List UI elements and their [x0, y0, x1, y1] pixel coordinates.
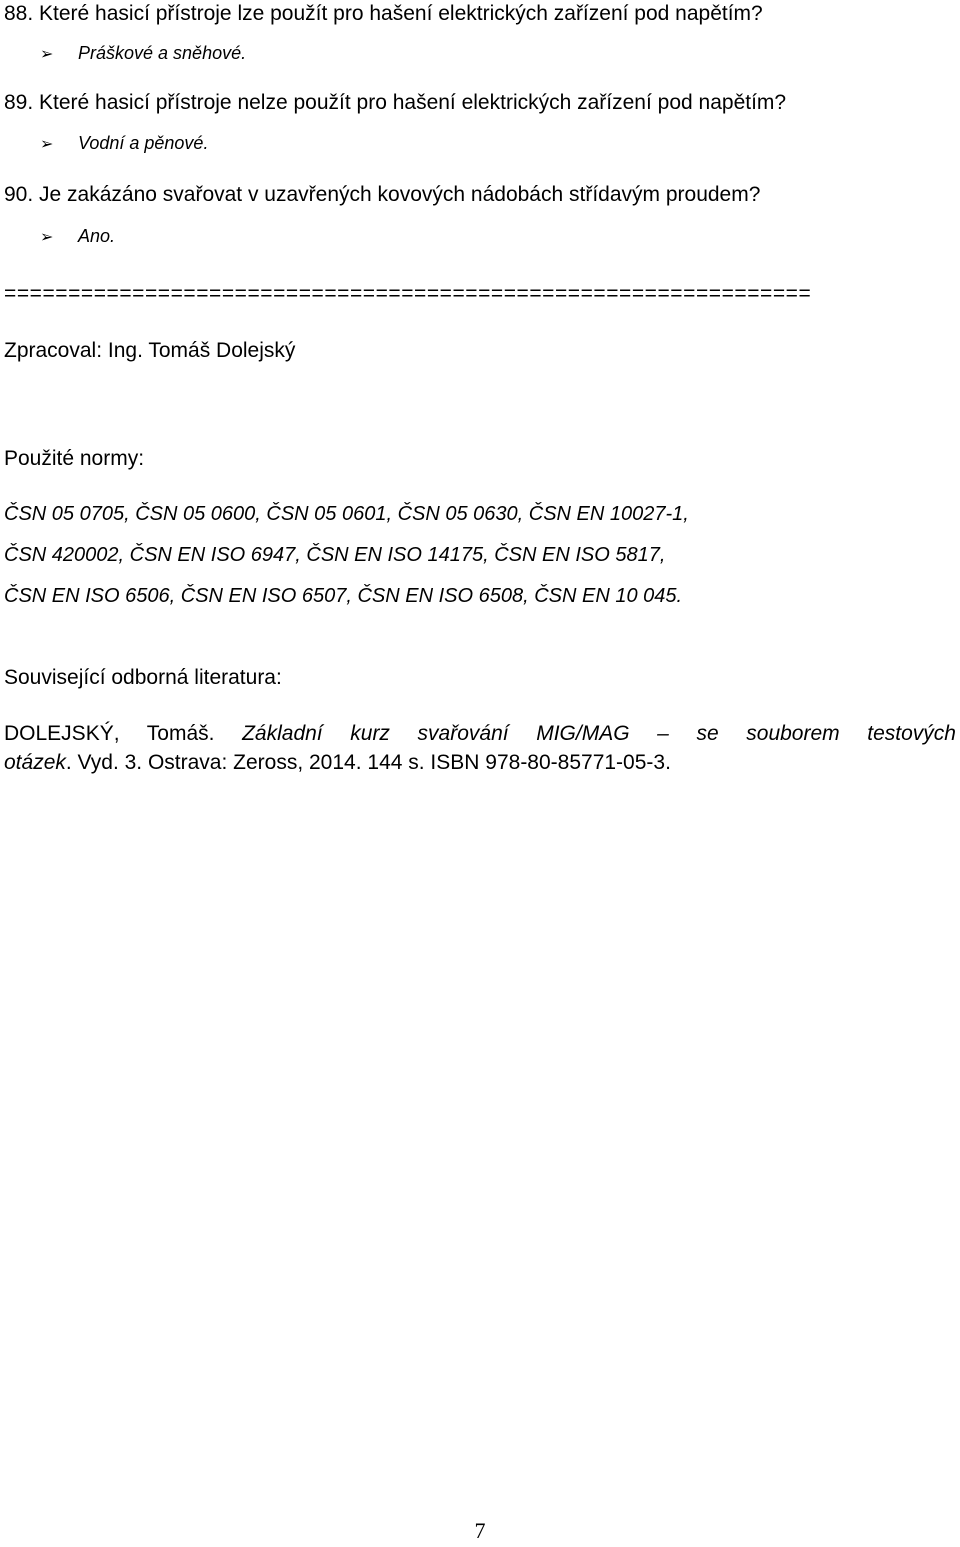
- author-line: Zpracoval: Ing. Tomáš Dolejský: [4, 339, 296, 362]
- norms-heading: Použité normy:: [4, 447, 145, 470]
- arrowhead-bullet-icon: ➢: [40, 227, 54, 246]
- answer-88: [40, 40, 246, 67]
- question-88: 88. Které hasicí přístroje lze použít pro hašení elektrických zařízení pod napětím?: [4, 2, 763, 25]
- literature-title-part1: Základní kurz svařování MIG/MAG – se souborem testových: [242, 722, 956, 745]
- literature-author: DOLEJSKÝ, Tomáš.: [4, 722, 215, 745]
- answer-88-text: Práškové a sněhové.: [78, 43, 247, 63]
- norms-line-3: ČSN EN ISO 6506, ČSN EN ISO 6507, ČSN EN ISO 6508, ČSN EN 10 045.: [4, 585, 683, 607]
- separator-line: ===============================================================: [4, 282, 812, 305]
- norms-line-2: ČSN 420002, ČSN EN ISO 6947, ČSN EN ISO 14175, ČSN EN ISO 5817,: [4, 544, 666, 566]
- literature-citation-line-2: [4, 749, 956, 777]
- literature-heading: Související odborná literatura:: [4, 666, 282, 689]
- literature-details: . Vyd. 3. Ostrava: Zeross, 2014. 144 s. ISBN 978-80-85771-05-3.: [65, 751, 671, 774]
- answer-90: [40, 223, 115, 250]
- answer-89: [40, 130, 208, 157]
- page-number: 7: [474, 1518, 486, 1543]
- answer-90-text: Ano.: [78, 226, 116, 246]
- question-90: 90. Je zakázáno svařovat v uzavřených kovových nádobách střídavým proudem?: [4, 183, 761, 206]
- question-89: 89. Které hasicí přístroje nelze použít pro hašení elektrických zařízení pod napětím?: [4, 91, 787, 114]
- literature-citation-line-1: [4, 720, 956, 748]
- arrowhead-bullet-icon: ➢: [40, 44, 54, 63]
- arrowhead-bullet-icon: ➢: [40, 134, 54, 153]
- literature-title-part2: otázek: [4, 751, 66, 774]
- answer-89-text: Vodní a pěnové.: [78, 133, 209, 153]
- norms-line-1: ČSN 05 0705, ČSN 05 0600, ČSN 05 0601, ČSN 05 0630, ČSN EN 10027-1,: [4, 503, 689, 525]
